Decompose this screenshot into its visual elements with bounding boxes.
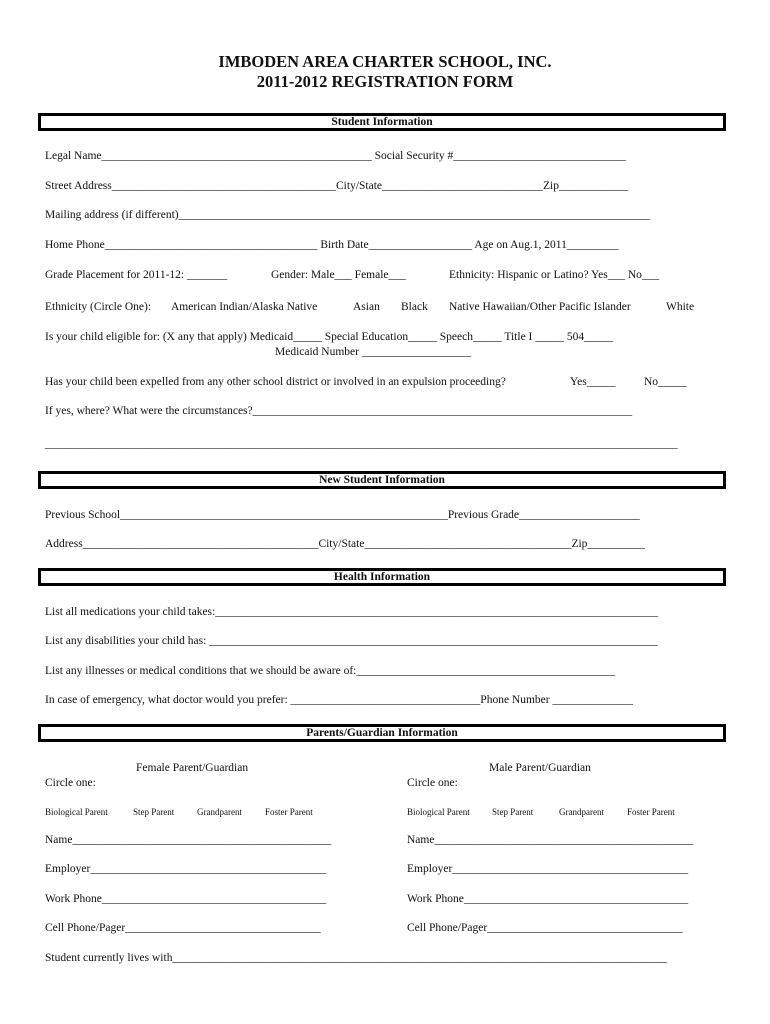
male-name-field[interactable]: Name_____________________________________________ xyxy=(407,834,694,846)
female-option-biological[interactable]: Biological Parent xyxy=(45,807,108,817)
male-cell-phone-field[interactable]: Cell Phone/Pager__________________________________ xyxy=(407,922,683,934)
female-work-phone-field[interactable]: Work Phone_______________________________________ xyxy=(45,893,327,905)
male-work-phone-field[interactable]: Work Phone_______________________________________ xyxy=(407,893,689,905)
female-cell-phone-field[interactable]: Cell Phone/Pager__________________________________ xyxy=(45,922,321,934)
legal-name-field[interactable]: Legal Name_______________________________________________ Social Security #______________________________ xyxy=(45,150,626,162)
expelled-yes-field[interactable]: Yes_____ xyxy=(570,376,616,388)
emergency-doctor-field[interactable]: In case of emergency, what doctor would you prefer: _________________________________Phone Number ______________ xyxy=(45,694,633,706)
grade-placement-field[interactable]: Grade Placement for 2011-12: _______ xyxy=(45,269,228,281)
street-address-field[interactable]: Street Address_______________________________________City/State____________________________Zip____________ xyxy=(45,180,628,192)
form-subtitle: 2011-2012 REGISTRATION FORM xyxy=(256,72,514,91)
female-guardian-heading: Female Parent/Guardian xyxy=(136,762,249,774)
female-option-step[interactable]: Step Parent xyxy=(133,807,175,817)
section-parents-guardian-information: Parents/Guardian Information xyxy=(38,724,726,742)
expulsion-circumstances-line[interactable]: ______________________________________________________________________________________________________________ xyxy=(45,438,678,450)
ethnicity-option-american-indian[interactable]: American Indian/Alaska Native xyxy=(171,301,318,313)
female-option-foster[interactable]: Foster Parent xyxy=(265,807,313,817)
ethnicity-option-white[interactable]: White xyxy=(666,301,695,313)
male-option-grandparent[interactable]: Grandparent xyxy=(559,807,604,817)
previous-address-field[interactable]: Address_________________________________________City/State____________________________________Zip__________ xyxy=(45,538,645,550)
medicaid-number-field[interactable]: Medicaid Number ___________________ xyxy=(275,346,472,358)
male-option-step[interactable]: Step Parent xyxy=(492,807,534,817)
expelled-question: Has your child been expelled from any other school district or involved in an expulsion proceeding? xyxy=(45,376,506,388)
ethnicity-option-black[interactable]: Black xyxy=(401,301,428,313)
male-circle-one-label: Circle one: xyxy=(407,777,458,789)
mailing-address-field[interactable]: Mailing address (if different)__________________________________________________________________________________ xyxy=(45,209,651,221)
male-option-biological[interactable]: Biological Parent xyxy=(407,807,470,817)
ethnicity-label: Ethnicity (Circle One): xyxy=(45,301,152,313)
medications-field[interactable]: List all medications your child takes:_____________________________________________________________________________ xyxy=(45,606,658,618)
gender-field[interactable]: Gender: Male___ Female___ xyxy=(271,269,406,281)
eligibility-field[interactable]: Is your child eligible for: (X any that apply) Medicaid_____ Special Education_____ Speech_____ Title I _____ 504_____ xyxy=(45,331,613,343)
expulsion-circumstances-field[interactable]: If yes, where? What were the circumstances?__________________________________________________________________ xyxy=(45,405,633,417)
section-health-information: Health Information xyxy=(38,568,726,586)
illnesses-field[interactable]: List any illnesses or medical conditions that we should be aware of:_____________________________________________ xyxy=(45,665,616,677)
form-title: IMBODEN AREA CHARTER SCHOOL, INC. xyxy=(218,52,552,71)
home-phone-field[interactable]: Home Phone_____________________________________ Birth Date__________________ Age on Aug.1, 2011_________ xyxy=(45,239,619,251)
previous-school-field[interactable]: Previous School_________________________________________________________Previous Grade_____________________ xyxy=(45,509,640,521)
female-name-field[interactable]: Name_____________________________________________ xyxy=(45,834,332,846)
section-new-student-information: New Student Information xyxy=(38,471,726,489)
male-guardian-heading: Male Parent/Guardian xyxy=(489,762,591,774)
expelled-no-field[interactable]: No_____ xyxy=(644,376,687,388)
hispanic-field[interactable]: Ethnicity: Hispanic or Latino? Yes___ No___ xyxy=(449,269,660,281)
ethnicity-option-pacific-islander[interactable]: Native Hawaiian/Other Pacific Islander xyxy=(449,301,631,313)
male-option-foster[interactable]: Foster Parent xyxy=(627,807,675,817)
male-employer-field[interactable]: Employer_________________________________________ xyxy=(407,863,689,875)
female-employer-field[interactable]: Employer_________________________________________ xyxy=(45,863,327,875)
female-option-grandparent[interactable]: Grandparent xyxy=(197,807,242,817)
disabilities-field[interactable]: List any disabilities your child has: ______________________________________________________________________________ xyxy=(45,635,658,647)
lives-with-field[interactable]: Student currently lives with______________________________________________________________________________________ xyxy=(45,952,667,964)
female-circle-one-label: Circle one: xyxy=(45,777,96,789)
section-student-information: Student Information xyxy=(38,113,726,131)
ethnicity-option-asian[interactable]: Asian xyxy=(353,301,380,313)
